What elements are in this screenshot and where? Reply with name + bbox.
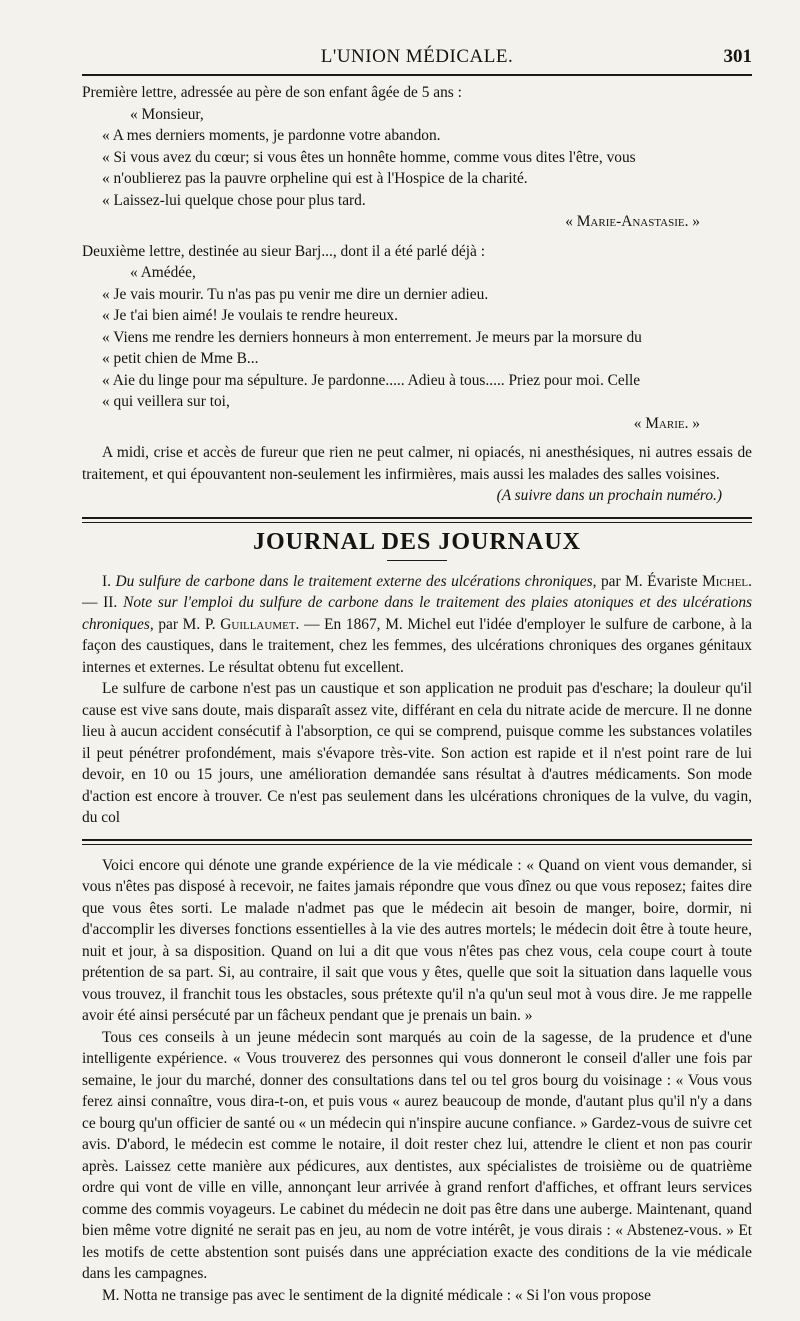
letter-line: « A mes derniers moments, je pardonne votre abandon. [102, 127, 441, 144]
section-title: JOURNAL DES JOURNAUX [252, 528, 582, 555]
letter-line: « Laissez-lui quelque chose pour plus tard. [102, 191, 366, 209]
letter-line: « n'oublierez pas la pauvre orpheline qui est à l'Hospice de la charité. [102, 170, 528, 187]
feuilleton-paragraph-2: Tous ces conseils à un jeune médecin sont marqués au coin de la sagesse, de la prudence et d'une intelligente expérience. « Vous trouverez des personnes qui vous donneront le conseil d'aller une fois par semaine, le jour du marché, donner des consultations dans tel ou tel gros bourg du voisinage : « Vous vous ferez ainsi connaître, vous dira-t-on, et puis vous « aurez beaucoup de monde, d'autant plus qu'il n'y a dans ce bourg qu'un officier de santé ou « un médecin qui n'inspire aucune confiance. » Gardez-vous de suivre cet avis. D'abord, le médecin est comme le notaire, il doit rester chez lui, attendre le client et non pas courir après. Laissez cette manière aux pédicures, aux dentistes, aux spécialistes de troisième ou de quatrième ordre qui vont de ville en ville, annonçant leur arrivée à grand renfort d'affiches, et offrant leurs services comme des commis voyageurs. Le cabinet du médecin ne doit pas être dans une auberge. Maintenant, quand bien même votre dignité ne serait pas en jeu, au nom de votre intérêt, je vous dirais : « Abstenez-vous. » Et les motifs de cette abstention sont puisés dans une appréciation exacte des conditions de la vie médicale dans les campagnes. [82, 1028, 752, 1282]
journal-paragraph-2: Le sulfure de carbone n'est pas un caustique et son application ne produit pas d'eschare; la douleur qu'il cause est vive sans doute, mais disparaît assez vite, différant en cela du nitrate acide de mercure. Il ne donne lieu à aucun accident consécutif à l'absorption, ce qui se comprend, puisque comme les substances volatiles il peut pénétrer profondément, mais s'évapore très-vite. Son action est rapide et il n'est point rare de lui devoir, en 10 ou 15 jours, une amélioration demandée sans résultat à d'autres médicaments. Son mode d'action est encore à trouver. Ce n'est pas seulement dans les ulcérations chroniques de la vulve, du vagin, du col [82, 680, 752, 826]
section-divider [82, 517, 752, 523]
letter-line: « Je vais mourir. Tu n'as pas pu venir me dire un dernier adieu. [102, 285, 489, 303]
feuilleton-paragraph-1: Voici encore qui dénote une grande expérience de la vie médicale : « Quand on vient vous demander, si vous n'êtes pas disposé à recevoir, ne faites jamais répondre que vous dînez ou que vous reposez; faites dire que vous êtes sorti. Le malade n'admet pas que le médecin ait besoin de manger, boire, dormir, ni d'accomplir les diverses fonctions essentielles à la vie des autres mortels; le médecin doit être à toute heure, nuit et jour, à sa disposition. Quand on lui a dit que vous n'êtes pas chez vous, cela coupe court à toute prétention de sa part. Si, au contraire, il sait que vous y êtes, quelle que soit la situation dans laquelle vous vous trouvez, il franchit tous les obstacles, sous prétexte qu'il n'a qu'un seul mot à vous dire. Je me rappelle avoir été ainsi persécuté par un fâcheux pendant que je prenais un bain. » [82, 856, 752, 1024]
letter-line: « Je t'ai bien aimé! Je voulais te rendre heureux. [102, 307, 398, 324]
page-number: 301 [723, 46, 752, 67]
title-underline [387, 560, 447, 561]
page [82, 38, 752, 1306]
letter-line: « qui veillera sur toi, [102, 393, 230, 410]
to-be-continued: (A suivre dans un prochain numéro.) [496, 487, 722, 504]
journal-title: L'UNION MÉDICALE. [320, 46, 514, 67]
letter-signature-1: « Marie-Anastasie. » [565, 213, 700, 230]
journal-paragraph-1: I. Du sulfure de carbone dans le traitement externe des ulcérations chroniques, par M. Évariste Michel. — II. Note sur l'emploi du sulfure de carbone dans le traitement des plaies atoniques et des ulcérations chroniques, par M. P. Guillaumet. — En 1867, M. Michel eut l'idée d'employer le sulfure de carbone, à la façon des caustiques, dans le traitement, chez les femmes, des ulcérations chroniques des organes génitaux internes et externes. Le résultat obtenu fut excellent. [82, 572, 752, 676]
crisis-paragraph: A midi, crise et accès de fureur que rien ne peut calmer, ni opiacés, ni anesthésiques, ni autres essais de traitement, et qui épouvantent non-seulement les infirmières, mais aussi les malades des salles voisines. [82, 444, 752, 483]
letter-signature-2: « Marie. » [633, 414, 700, 432]
letter-intro-1: Première lettre, adressée au père de son enfant âgée de 5 ans : [82, 84, 462, 101]
letter-line: « petit chien de Mme B... [102, 350, 259, 367]
letter-intro-2: Deuxième lettre, destinée au sieur Barj..., dont il a été parlé déjà : [82, 242, 485, 260]
letter-line: « Monsieur, [130, 105, 204, 123]
letter-line: « Viens me rendre les derniers honneurs à mon enterrement. Je meurs par la morsure du [102, 328, 642, 346]
header-rule [82, 74, 752, 76]
feuilleton-paragraph-3: M. Notta ne transige pas avec le sentiment de la dignité médicale : « Si l'on vous propose [102, 1286, 652, 1304]
running-header [82, 38, 752, 74]
letter-line: « Amédée, [130, 264, 196, 281]
letter-line: « Si vous avez du cœur; si vous êtes un honnête homme, comme vous dites l'être, vous [102, 148, 636, 166]
letter-line: « Aie du linge pour ma sépulture. Je pardonne..... Adieu à tous..... Priez pour moi. Celle [102, 371, 641, 389]
